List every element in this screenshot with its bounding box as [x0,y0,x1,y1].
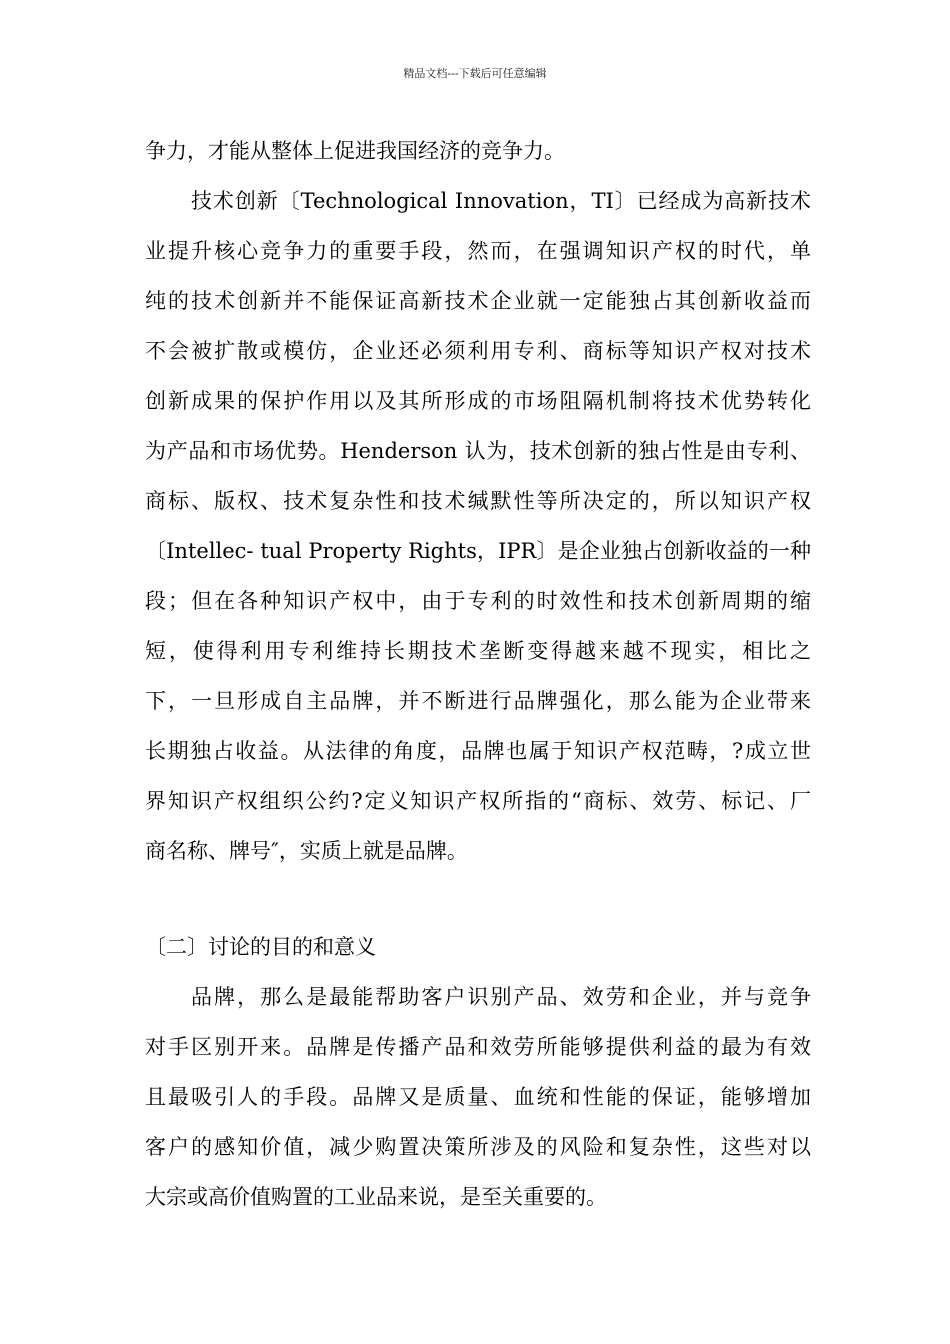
paragraph-line: 界知识产权组织公约?定义知识产权所指的“商标、效劳、标记、厂 [145,789,811,813]
section-heading-block [145,922,811,972]
paragraph-line: 对手区别开来。品牌是传播产品和效劳所能够提供利益的最为有效 [145,1035,811,1059]
paragraph-line: 商标、版权、技术复杂性和技术缄默性等所决定的，所以知识产权 [145,489,811,513]
paragraph-line: 〔Intellec- tual Property Rights，IPR〕是企业独占创新收益的一种 [145,539,811,563]
paragraph-line: 段；但在各种知识产权中，由于专利的时效性和技术创新周期的缩 [145,589,811,613]
paragraph-line: 品牌，那么是最能帮助客户识别产品、效劳和企业，并与竞争 [191,985,811,1009]
paragraph-line: 不会被扩散或模仿，企业还必须利用专利、商标等知识产权对技术 [145,339,811,363]
paragraph-line: 下，一旦形成自主品牌，并不断进行品牌强化，那么能为企业带来 [145,689,811,713]
page-header: 精品文档---下载后可任意编辑 [403,67,547,80]
paragraph-line: 客户的感知价值，减少购置决策所涉及的风险和复杂性，这些对以 [145,1135,811,1159]
paragraph-line: 短，使得利用专利维持长期技术垄断变得越来越不现实，相比之 [145,639,811,663]
paragraph-line: 争力，才能从整体上促进我国经济的竞争力。 [145,139,565,163]
paragraph-line: 创新成果的保护作用以及其所形成的市场阻隔机制将技术优势转化 [145,389,811,413]
paragraph-line: 技术创新〔Technological Innovation，TI〕已经成为高新技术 [191,189,811,213]
section-heading: 〔二〕讨论的目的和意义 [145,935,376,959]
paragraph-line: 且最吸引人的手段。品牌又是质量、血统和性能的保证，能够增加 [145,1085,811,1109]
paragraph-line: 长期独占收益。从法律的角度，品牌也属于知识产权范畴，?成立世 [145,739,811,763]
body-text-block [145,126,811,876]
paragraph-line: 大宗或高价值购置的工业品来说，是至关重要的。 [145,1185,607,1209]
paragraph-line: 纯的技术创新并不能保证高新技术企业就一定能独占其创新收益而 [145,289,811,313]
paragraph-line: 为产品和市场优势。Henderson 认为，技术创新的独占性是由专利、 [145,439,811,463]
body-text-block [145,972,811,1222]
paragraph-line: 业提升核心竞争力的重要手段，然而，在强调知识产权的时代，单 [145,239,811,263]
paragraph-line: 商名称、牌号″，实质上就是品牌。 [145,839,468,863]
